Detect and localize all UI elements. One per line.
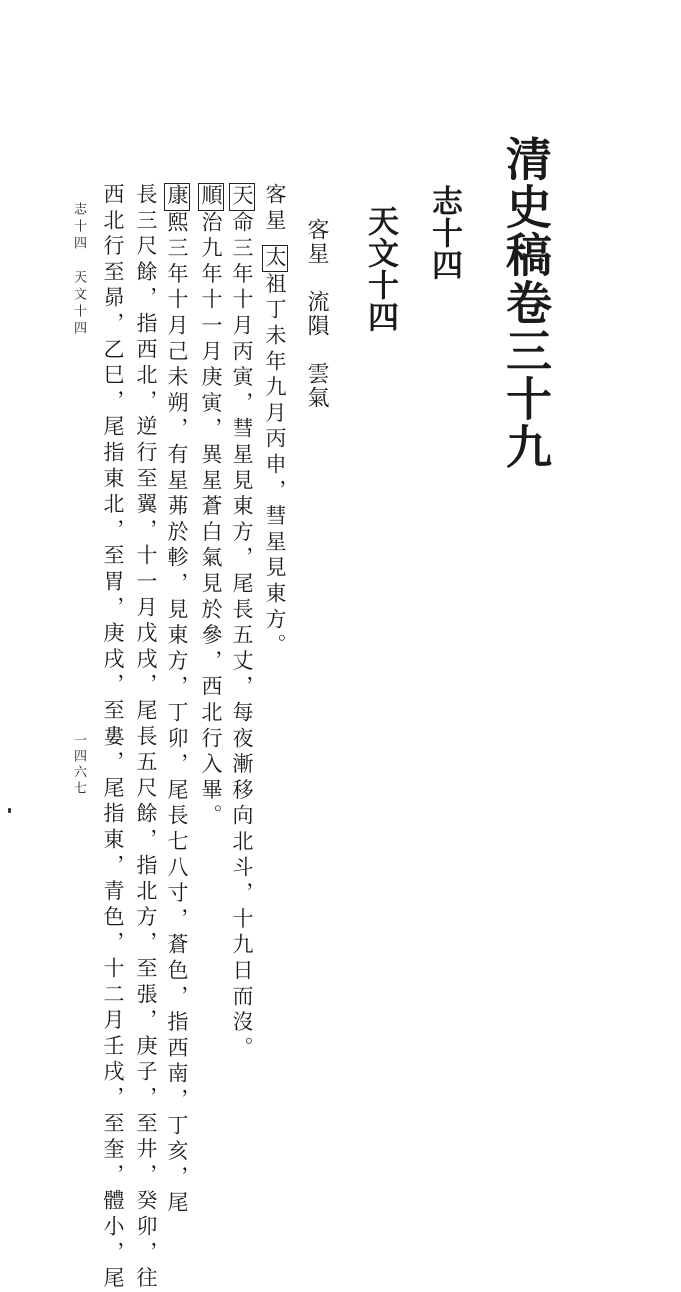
boxed-reign-name: 太 — [263, 245, 287, 272]
text-line-1 — [264, 183, 285, 659]
line-text: 西北行至昴，乙巳，尾指東北，至胃，庚戌，至婁，尾指東，青色，十二月壬戌，至奎，體小，尾 — [101, 183, 125, 1292]
text-line-6 — [102, 183, 123, 1292]
line-text: 熙三年十月己未朔，有星茀於軫，見東方，丁卯，尾長七八寸，蒼色，指西南，丁亥，尾 — [165, 210, 189, 1218]
text-line-3 — [200, 183, 221, 830]
text-line-5 — [135, 183, 156, 1292]
line-text: 祖丁未年九月丙申，彗星見東方。 — [263, 272, 287, 660]
section-title: 天文十四 — [362, 205, 398, 333]
boxed-reign-name: 順 — [199, 184, 223, 210]
section-topics: 客星 流隕 雲氣 — [304, 218, 329, 410]
boxed-reign-name: 天 — [230, 184, 254, 210]
line-lead: 客星 — [263, 183, 287, 235]
boxed-reign-name: 康 — [165, 184, 189, 210]
book-title: 清史稿卷三十九 — [499, 135, 553, 471]
line-text: 命三年十月丙寅，彗星見東方，尾長五丈，每夜漸移向北斗，十九日而沒。 — [230, 210, 254, 1063]
running-head: 志十四 天文十四 — [71, 202, 86, 338]
text-line-4 — [166, 183, 187, 1217]
scan-speck — [8, 808, 11, 813]
page-number: 一四六七 — [71, 733, 86, 797]
line-text: 長三尺餘，指西北，逆行至翼，十一月戊戌，尾長五尺餘，指北方，至張，庚子，至井，癸卯，往 — [134, 183, 158, 1292]
chapter-label: 志十四 — [426, 185, 462, 281]
line-text: 治九年十一月庚寅，異星蒼白氣見於參，西北行入畢。 — [199, 210, 223, 831]
text-line-2 — [231, 183, 252, 1062]
